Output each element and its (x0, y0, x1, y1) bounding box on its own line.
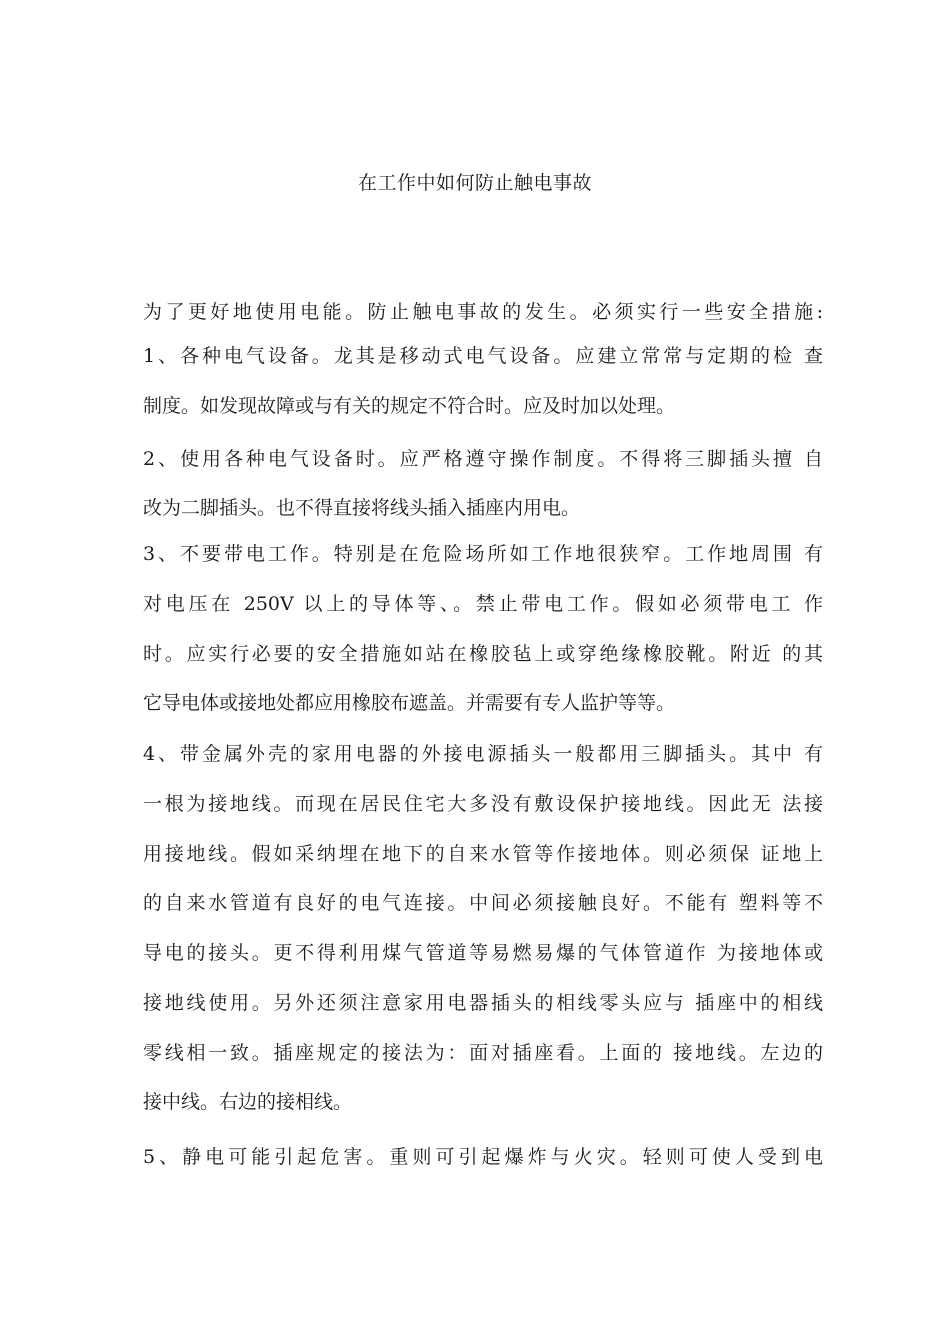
body-line-item3-cont-1: 对电压在 250V 以上的导体等、。禁止带电工作。假如必须带电工 作 (143, 593, 823, 615)
body-line-item4-cont-4: 导电的接头。更不得利用煤气管道等易燃易爆的气体管道作 为接地体或 (143, 942, 823, 964)
body-line-item2-cont: 改为二脚插头。也不得直接将线头插入插座内用电。 (143, 497, 581, 519)
body-line-item4-cont-3: 的自来水管道有良好的电气连接。中间必须接触良好。不能有 塑料等不 (143, 892, 823, 914)
body-line-item2: 2、使用各种电气设备时。应严格遵守操作制度。不得将三脚插头擅 自 (143, 448, 823, 470)
body-line-item3: 3、不要带电工作。特别是在危险场所如工作地很狭窄。工作地周围 有 (143, 543, 823, 565)
body-line-item4-cont-6: 零线相一致。插座规定的接法为：面对插座看。上面的 接地线。左边的 (143, 1042, 823, 1064)
body-line-item3-cont-3: 它导电体或接地处都应用橡胶布遮盖。并需要有专人监护等等。 (143, 692, 676, 714)
body-line-item3-cont-2: 时。应实行必要的安全措施如站在橡胶毡上或穿绝缘橡胶靴。附近 的其 (143, 643, 823, 665)
body-line-item1-cont: 制度。如发现故障或与有关的规定不符合时。应及时加以处理。 (143, 395, 676, 417)
body-line-intro: 为了更好地使用电能。防止触电事故的发生。必须实行一些安全措施: (143, 301, 823, 323)
body-line-item4-cont-7: 接中线。右边的接相线。 (143, 1091, 353, 1113)
body-line-item4-cont-2: 用接地线。假如采纳埋在地下的自来水管等作接地体。则必须保 证地上 (143, 843, 823, 865)
body-line-item4-cont-1: 一根为接地线。而现在居民住宅大多没有敷设保护接地线。因此无 法接 (143, 793, 823, 815)
document-title: 在工作中如何防止触电事故 (357, 172, 592, 194)
body-line-item1: 1、各种电气设备。龙其是移动式电气设备。应建立常常与定期的检 查 (143, 345, 823, 367)
body-line-item4-cont-5: 接地线使用。另外还须注意家用电器插头的相线零头应与 插座中的相线 (143, 992, 823, 1014)
body-line-item4: 4、带金属外壳的家用电器的外接电源插头一般都用三脚插头。其中 有 (143, 743, 823, 765)
body-line-item5: 5、静电可能引起危害。重则可引起爆炸与火灾。轻则可使人受到电 (143, 1146, 823, 1168)
